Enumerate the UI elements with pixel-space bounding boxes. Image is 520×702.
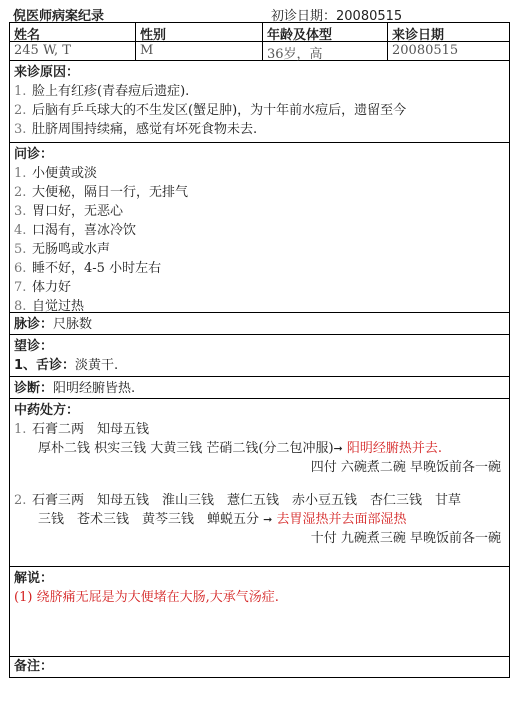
rx1-note: 阳明经腑热并去. xyxy=(346,441,443,456)
explanation-section xyxy=(10,567,509,657)
inquiry-item: 7. 体力好 xyxy=(14,280,72,295)
explanation-title: 解说： xyxy=(14,571,54,586)
prescription-section xyxy=(10,399,509,567)
prescription-title: 中药处方： xyxy=(14,403,80,418)
tongue-label: 1、舌诊： xyxy=(14,358,76,373)
inquiry-item: 5. 无肠鸣或水声 xyxy=(14,242,111,257)
pulse-text: 尺脉数 xyxy=(53,317,93,332)
observe-title: 望诊： xyxy=(14,339,54,354)
remarks-title: 备注： xyxy=(14,659,54,674)
info-value-row xyxy=(10,42,509,61)
explanation-item: (1) 绕脐痛无屁是为大便堵在大肠,大承气汤症. xyxy=(14,590,279,605)
inquiry-item: 4. 口渴有，喜冰冷饮 xyxy=(14,223,137,238)
age-value: 36岁，高 xyxy=(263,42,388,60)
observe-section xyxy=(10,335,509,377)
sex-header: 性别 xyxy=(136,23,263,41)
record-title: 倪医师病案纪录 xyxy=(13,9,105,24)
inquiry-item: 1. 小便黄或淡 xyxy=(14,166,98,181)
age-header: 年龄及体型 xyxy=(263,23,388,41)
inquiry-section xyxy=(10,143,509,313)
diagnosis-section xyxy=(10,377,509,399)
reason-item: 3. 肚脐周围持续痛，感觉有坏死食物未去. xyxy=(14,122,258,137)
rx1-line1: 1. 石膏二两 知母五钱 xyxy=(14,422,150,437)
diagnosis-title: 诊断： xyxy=(14,381,54,396)
inquiry-item: 3. 胃口好，无恶心 xyxy=(14,204,124,219)
pulse-section xyxy=(10,313,509,335)
visit-date-value: 20080515 xyxy=(392,43,459,58)
record-title-row xyxy=(9,4,510,22)
reason-item: 2. 后脑有乒乓球大的不生发区(蟹足肿)，为十年前水痘后，遗留至今 xyxy=(14,103,407,118)
rx2-dose: 十付 九碗煮三碗 早晚饭前各一碗 xyxy=(310,531,501,546)
inquiry-item: 6. 睡不好，4-5 小时左右 xyxy=(14,261,162,276)
inquiry-title: 问诊： xyxy=(14,147,54,162)
rx1-dose: 四付 六碗煮二碗 早晚饭前各一碗 xyxy=(310,460,501,475)
rx1-line2: 厚朴二钱 枳实三钱 大黄三钱 芒硝二钱(分二包冲服)➞ 阳明经腑热并去. xyxy=(38,441,443,456)
tongue-text: 淡黄干. xyxy=(75,358,119,373)
first-visit-date: 初诊日期：20080515 xyxy=(271,9,403,24)
reason-section xyxy=(10,61,509,143)
remarks-section xyxy=(10,657,509,677)
arrow-icon: ➞ xyxy=(263,513,273,526)
inquiry-item: 2. 大便秘，隔日一行，无排气 xyxy=(14,185,189,200)
name-header: 姓名 xyxy=(10,23,136,41)
pulse-title: 脉诊： xyxy=(14,317,54,332)
diagnosis-text: 阳明经腑皆热. xyxy=(53,381,136,396)
rx2-line2: 三钱 苍术三钱 黄芩三钱 蝉蜕五分 ➞ 去胃湿热并去面部湿热 xyxy=(38,512,407,527)
visit-date-header: 来诊日期 xyxy=(392,28,445,43)
reason-title: 来诊原因： xyxy=(14,65,80,80)
reason-item: 1. 脸上有红疹(青春痘后遗症). xyxy=(14,84,190,99)
name-value: 245 W, T xyxy=(10,42,136,60)
arrow-icon: ➞ xyxy=(333,442,343,455)
info-header-row xyxy=(10,23,509,42)
rx2-line1: 2. 石膏三两 知母五钱 淮山三钱 薏仁五钱 赤小豆五钱 杏仁三钱 甘草 xyxy=(14,493,462,508)
case-record-sheet xyxy=(9,22,510,678)
inquiry-item: 8. 自觉过热 xyxy=(14,299,85,314)
rx2-note: 去胃湿热并去面部湿热 xyxy=(276,512,407,527)
sex-value: M xyxy=(136,42,263,60)
